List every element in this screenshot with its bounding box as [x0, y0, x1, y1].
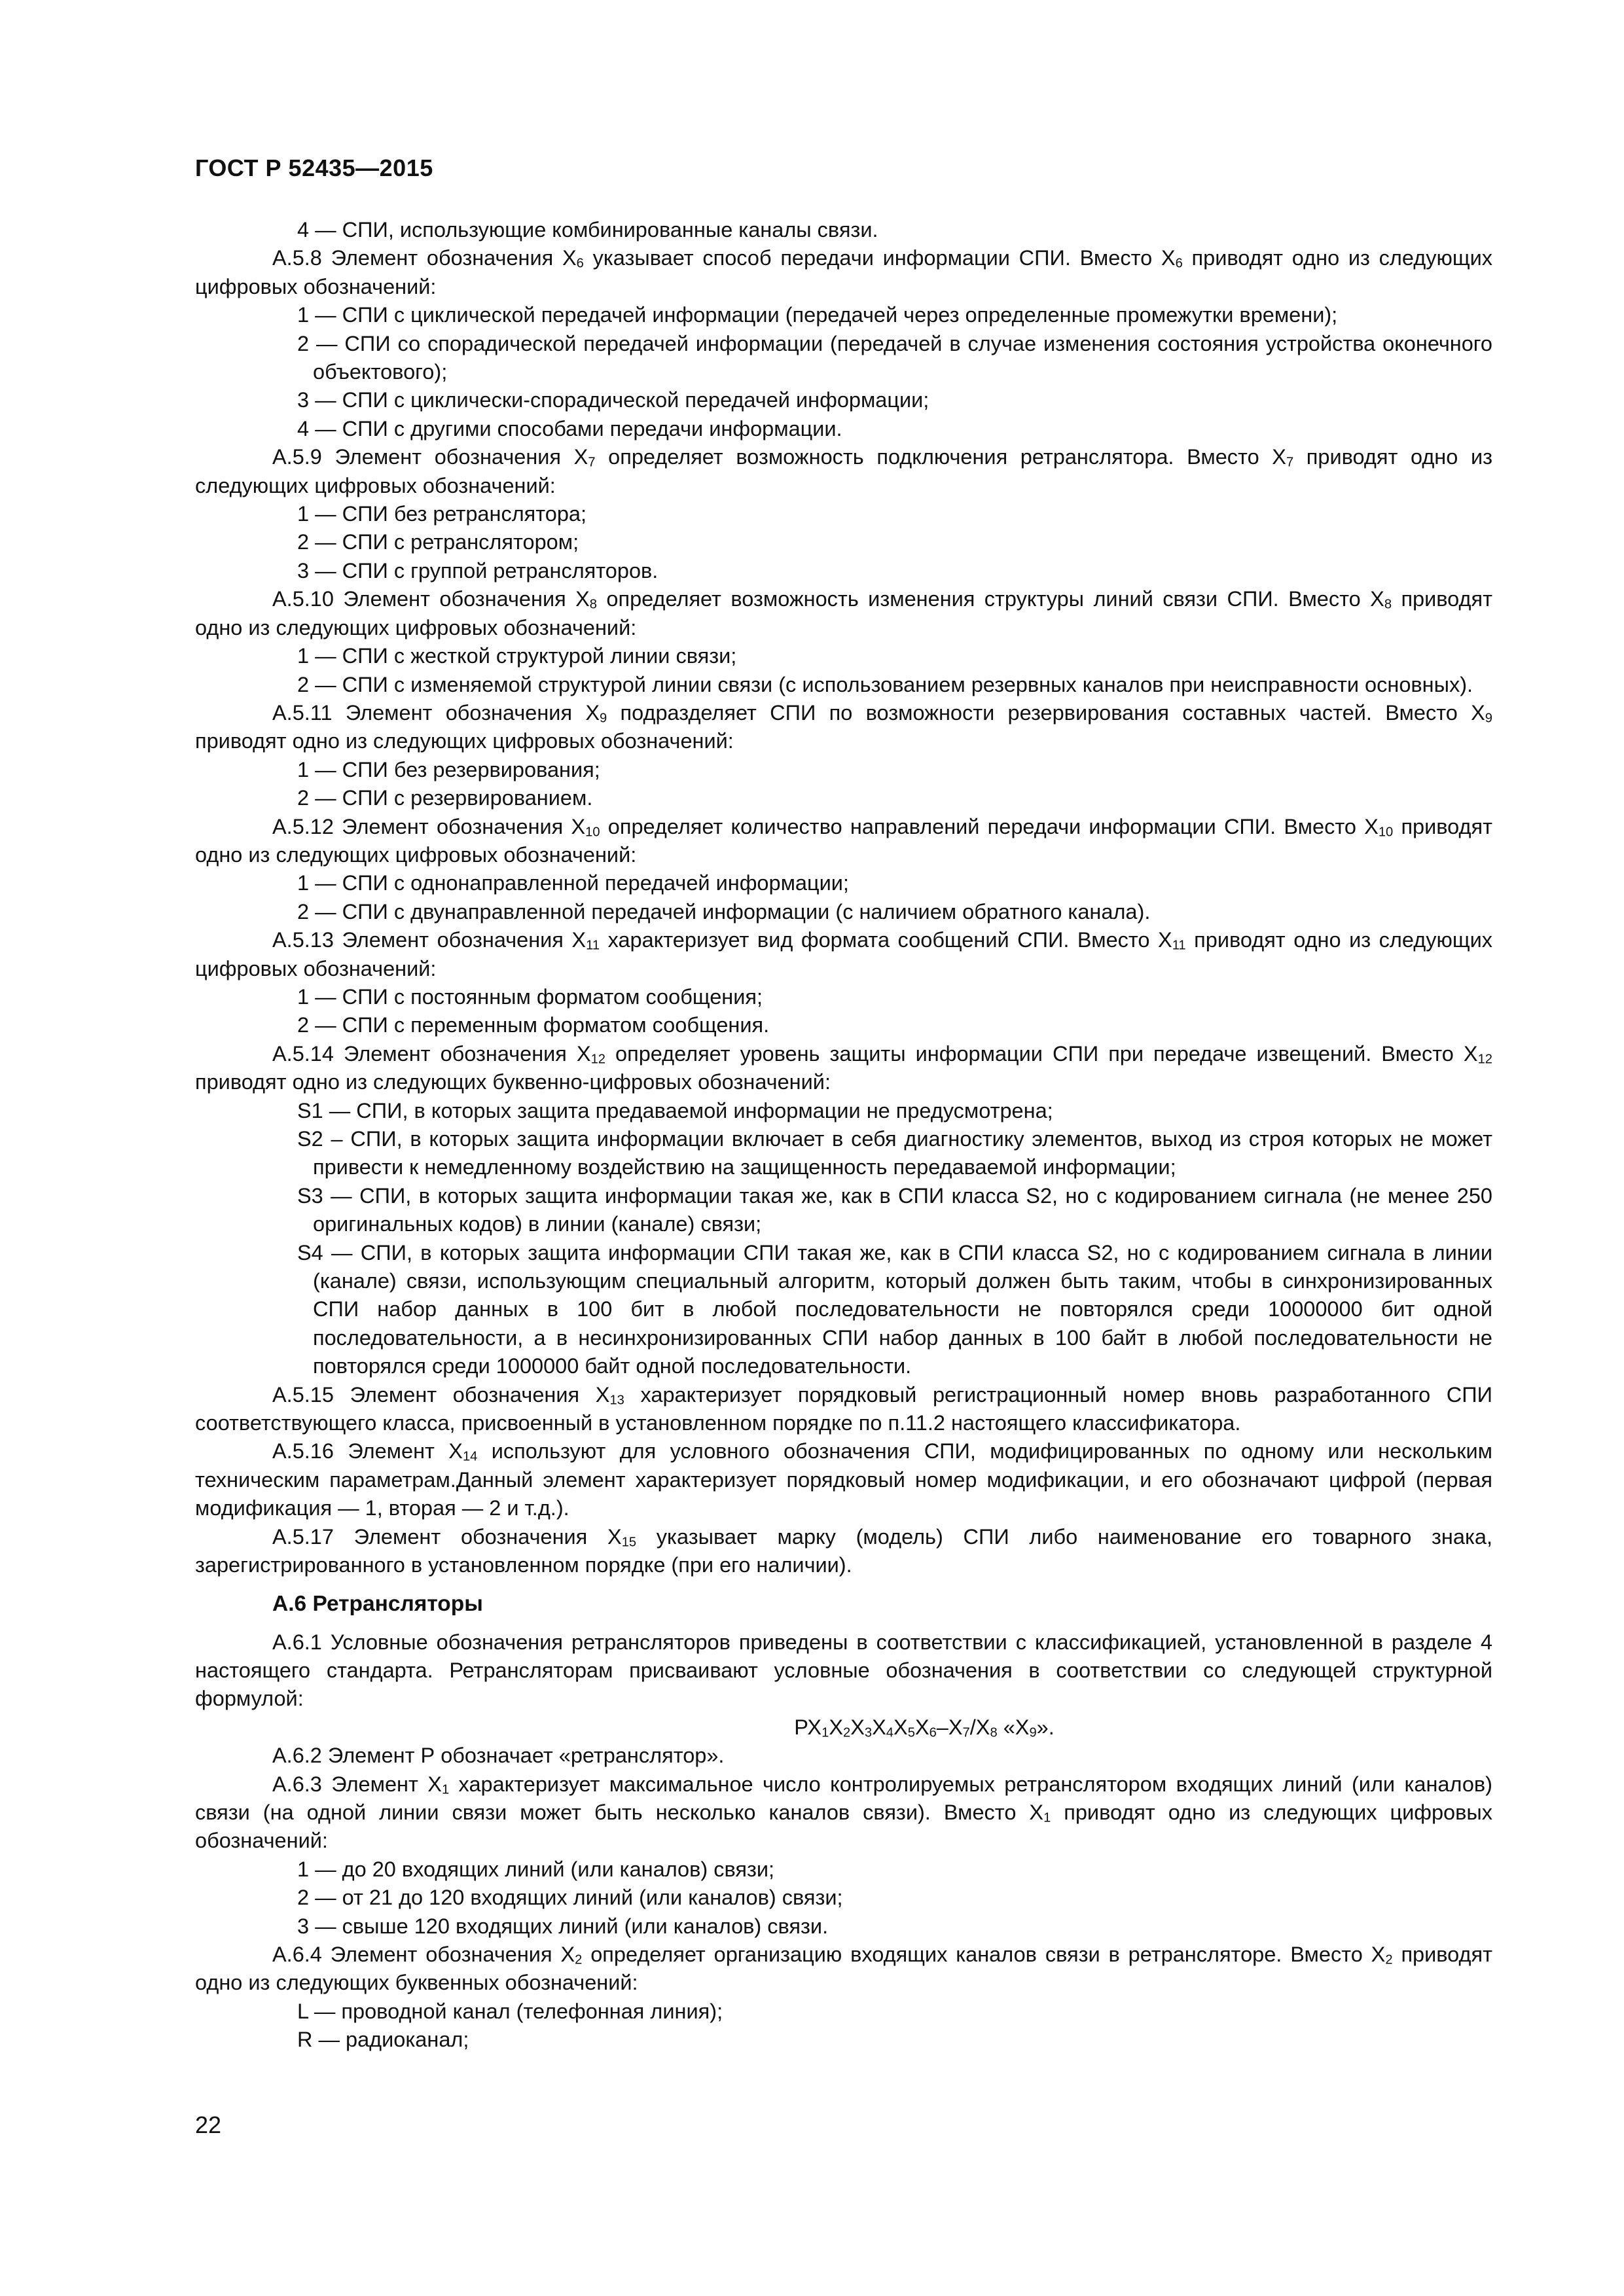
paragraph: А.5.13 Элемент обозначения $Х_{11}$ характеризует вид формата сообщений СПИ. Вместо $Х_{11}$ приводят одно из следующих цифровых обозначений: [195, 928, 1492, 980]
list-item: 1 — СПИ с однонаправленной передачей информации; [297, 871, 849, 895]
paragraph: А.5.16 Элемент $Х_{14}$ используют для условного обозначения СПИ, модифицированных по одному или нескольким техническим параметрам.Данный элемент характеризует порядковый номер модификации, и его обозначают цифрой (первая модификация — 1, вторая — 2 и т.д.). [195, 1439, 1492, 1520]
section-heading: А.6 Ретрансляторы [272, 1591, 483, 1616]
paragraph: А.6.2 Элемент Р обозначает «ретранслятор». [272, 1744, 725, 1768]
list-item: 3 — СПИ с группой ретрансляторов. [297, 558, 659, 583]
list-item: 1 — СПИ без резервирования; [297, 757, 600, 781]
list-item: S4 — СПИ, в которых защита информации СПИ такая же, как в СПИ класса S2, но с кодированием сигнала в линии (канале) связи, использующим специальный алгоритм, который должен быть таким, чтобы в синхронизированных СПИ набор данных в 100 бит в любой последовательности не повторялся среди 10000000 бит одной последовательности, а в несинхронизированных СПИ набор данных в 100 байт в любой последовательности не повторялся среди 1000000 байт одной последовательности. [297, 1240, 1492, 1378]
paragraph: А.5.12 Элемент обозначения $Х_{10}$ определяет количество направлений передачи информации СПИ. Вместо $Х_{10}$ приводят одно из следующих цифровых обозначений: [195, 814, 1492, 867]
list-item: 2 — СПИ с резервированием. [297, 786, 593, 810]
list-item: 1 — до 20 входящих линий (или каналов) связи; [297, 1857, 775, 1881]
list-item: 3 — СПИ с циклически-спорадической передачей информации; [297, 388, 929, 412]
list-item: 2 — СПИ со спорадической передачей информации (передачей в случае изменения состояния устройства оконечного объектового); [297, 331, 1492, 384]
list-item: 2 — от 21 до 120 входящих линий (или каналов) связи; [297, 1886, 843, 1910]
paragraph: А.6.4 Элемент обозначения $Х_2$ определяет организацию входящих каналов связи в ретрансляторе. Вместо $Х_2$ приводят одно из следующих буквенных обозначений: [195, 1942, 1492, 1995]
list-item: 1 — СПИ без ретранслятора; [297, 502, 587, 526]
list-item: 2 — СПИ с ретранслятором; [297, 530, 579, 554]
paragraph: А.5.11 Элемент обозначения $Х_9$ подразделяет СПИ по возможности резервирования составных частей. Вместо $Х_9$ приводят одно из следующих цифровых обозначений: [195, 700, 1492, 753]
document-body [195, 216, 1492, 2054]
structural-formula: $РХ_1Х_2Х_3Х_4Х_5Х_6-Х_7/Х_8$ «$Х_9$». [794, 1715, 1055, 1740]
paragraph: А.6.1 Условные обозначения ретрансляторов приведены в соответствии с классификацией, установленной в разделе 4 настоящего стандарта. Ретрансляторам присваивают условные обозначения в соответствии со следующей структурной формулой: [195, 1630, 1492, 1711]
paragraph: А.5.14 Элемент обозначения $Х_{12}$ определяет уровень защиты информации СПИ при передаче извещений. Вместо $Х_{12}$ приводят одно из следующих буквенно-цифровых обозначений: [195, 1041, 1492, 1094]
list-item: L — проводной канал (телефонная линия); [297, 1999, 723, 2023]
list-item: 1 — СПИ с жесткой структурой линии связи; [297, 644, 737, 668]
list-item: 3 — свыше 120 входящих линий (или каналов) связи. [297, 1914, 829, 1938]
list-item: 1 — СПИ с циклической передачей информации (передачей через определенные промежутки времени); [297, 303, 1338, 327]
list-item: 2 — СПИ с изменяемой структурой линии связи (с использованием резервных каналов при неисправности основных). [297, 672, 1473, 696]
list-item: 4 — СПИ с другими способами передачи информации. [297, 416, 842, 440]
list-item: 2 — СПИ с переменным форматом сообщения. [297, 1013, 770, 1037]
list-item: S2 – СПИ, в которых защита информации включает в себя диагностику элементов, выход из строя которых не может привести к немедленному воздействию на защищенность передаваемой информации; [297, 1127, 1492, 1179]
list-item: R — радиоканал; [297, 2028, 469, 2052]
paragraph: А.5.8 Элемент обозначения $Х_6$ указывает способ передачи информации СПИ. Вместо $Х_6$ приводят одно из следующих цифровых обозначений: [195, 246, 1492, 298]
paragraph: А.5.17 Элемент обозначения $Х_{15}$ указывает марку (модель) СПИ либо наименование его товарного знака, зарегистрированного в установленном порядке (при его наличии). [195, 1524, 1492, 1577]
page-number: 22 [195, 2111, 222, 2138]
list-item: S3 — СПИ, в которых защита информации такая же, как в СПИ класса S2, но с кодированием сигнала (не менее 250 оригинальных кодов) в линии (канале) связи; [297, 1183, 1492, 1236]
list-item: 4 — СПИ, использующие комбинированные каналы связи. [297, 218, 878, 242]
paragraph: А.5.10 Элемент обозначения $Х_8$ определяет возможность изменения структуры линий связи СПИ. Вместо $Х_8$ приводят одно из следующих цифровых обозначений: [195, 587, 1492, 639]
paragraph: А.5.9 Элемент обозначения $Х_7$ определяет возможность подключения ретранслятора. Вместо $Х_7$ приводят одно из следующих цифровых обозначений: [195, 445, 1492, 497]
list-item: 1 — СПИ с постоянным форматом сообщения; [297, 984, 763, 1009]
paragraph: А.5.15 Элемент обозначения $Х_{13}$ характеризует порядковый регистрационный номер вновь разработанного СПИ соответствующего класса, присвоенный в установленном порядке по п.11.2 настоящего классификатора. [195, 1382, 1492, 1435]
list-item: S1 — СПИ, в которых защита предаваемой информации не предусмотрена; [297, 1098, 1053, 1122]
document-header: ГОСТ Р 52435—2015 [195, 154, 433, 181]
paragraph: А.6.3 Элемент $Х_1$ характеризует максимальное число контролируемых ретранслятором входящих линий (или каналов) связи (на одной линии связи может быть несколько каналов связи). Вместо $Х_1$ приводят одно из следующих цифровых обозначений: [195, 1772, 1492, 1853]
list-item: 2 — СПИ с двунаправленной передачей информации (с наличием обратного канала). [297, 899, 1151, 924]
